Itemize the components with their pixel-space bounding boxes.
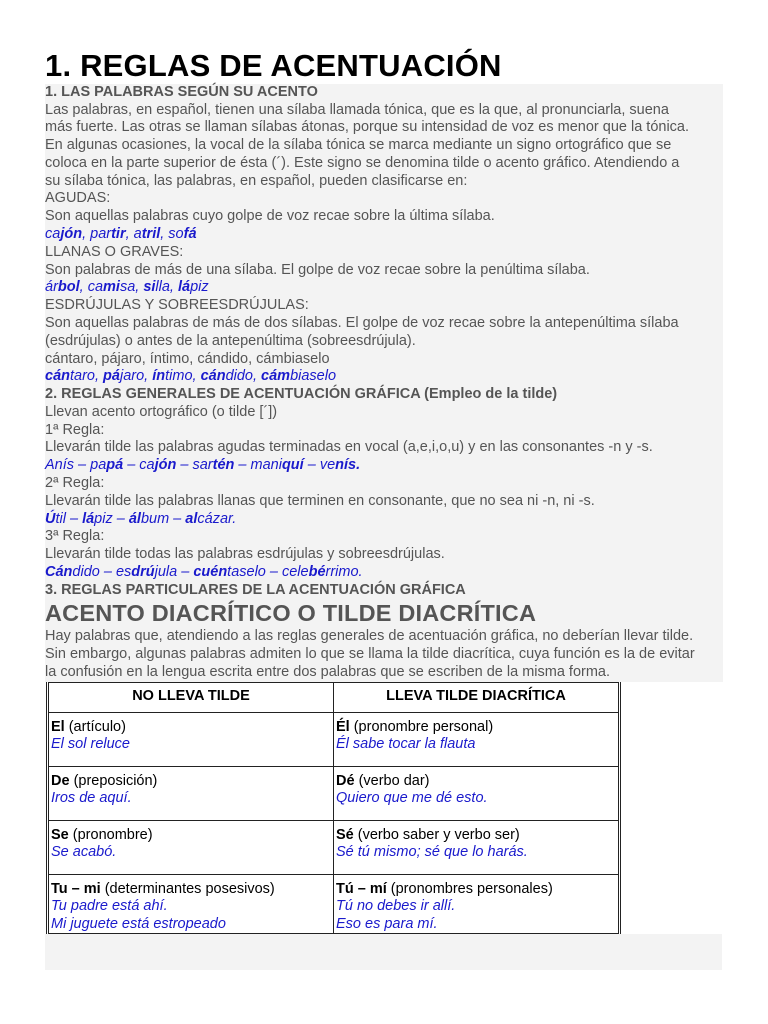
section-2-heading-sub: (Empleo de la tilde) <box>420 386 558 403</box>
section-1-heading: 1. LAS PALABRAS SEGÚN SU ACENTO <box>45 84 318 100</box>
example-fragment: – ca <box>123 457 155 474</box>
cell-no-tilde <box>48 712 334 766</box>
document-body <box>45 48 723 970</box>
example-sentence: Tu padre está ahí. <box>51 898 168 915</box>
example-fragment: biaselo <box>290 368 337 385</box>
cell-with-tilde <box>334 766 620 820</box>
esdrujulas-examples <box>45 368 723 386</box>
example-tonic-syllable: tén <box>212 457 235 474</box>
headword: Se <box>51 826 69 843</box>
section-1-intro <box>45 102 723 191</box>
section-2-intro: Llevan acento ortográfico (o tilde [´]) <box>45 403 278 420</box>
rule-2-examples <box>45 511 723 529</box>
table-row <box>48 712 620 766</box>
rule-3-label: 3ª Regla: <box>45 528 105 545</box>
example-tonic-syllable: quí <box>281 457 304 474</box>
example-tonic-syllable: lá <box>178 279 191 296</box>
headword: El <box>51 718 65 735</box>
rule-2-text: Llevarán tilde las palabras llanas que terminen en consonante, que no sea ni -n, ni -s. <box>45 492 595 509</box>
example-tonic-syllable: pá <box>103 368 120 385</box>
headword: Tú – mí <box>336 880 387 897</box>
headword-description: (preposición) <box>69 772 158 789</box>
headword-description: (pronombres personales) <box>386 880 553 897</box>
cell-with-tilde <box>334 874 620 934</box>
example-sentence: Se acabó. <box>51 844 117 861</box>
cell-headword-line <box>336 827 616 845</box>
example-tonic-syllable: Ú <box>45 510 56 527</box>
intro-line: En algunas ocasiones, la vocal de la sílaba tónica se marca mediante un signo ortográfico que se <box>45 137 672 154</box>
example-fragment: , ca <box>79 279 104 296</box>
example-tonic-syllable: tir <box>111 226 126 243</box>
example-sentence: Iros de aquí. <box>51 790 132 807</box>
esdrujulas-definition-line: (esdrújulas) o antes de la antepenúltima (sobreesdrújula). <box>45 332 416 349</box>
headword-description: (pronombre) <box>68 826 153 843</box>
rule-3-examples <box>45 564 723 582</box>
example-tonic-syllable: jón <box>60 226 83 243</box>
esdrujulas-definition <box>45 315 723 351</box>
agudas-label: AGUDAS: <box>45 190 111 207</box>
cell-headword-line <box>51 827 331 845</box>
cell-headword-line <box>51 719 331 737</box>
example-tonic-syllable: nís. <box>335 457 361 474</box>
headword: Tu – mi <box>51 880 101 897</box>
example-tonic-syllable: cuén <box>193 563 228 580</box>
agudas-definition: Son aquellas palabras cuyo golpe de voz recae sobre la última sílaba. <box>45 208 495 225</box>
cell-with-tilde <box>334 820 620 874</box>
example-tonic-syllable: ál <box>128 510 141 527</box>
cell-headword-line <box>336 881 616 899</box>
example-fragment: – ve <box>303 457 336 474</box>
example-fragment: – mani <box>234 457 282 474</box>
esdrujulas-definition-line: Son aquellas palabras de más de dos sílabas. El golpe de voz recae sobre la antepenúltima sílaba <box>45 315 679 332</box>
esdrujulas-plain-examples: cántaro, pájaro, íntimo, cándido, cámbiaselo <box>45 350 330 367</box>
example-sentence: Sé tú mismo; sé que lo harás. <box>336 844 528 861</box>
headword: Sé <box>336 826 354 843</box>
table-header-row <box>48 682 620 712</box>
example-tonic-syllable: fá <box>183 226 197 243</box>
example-fragment: , so <box>160 226 184 243</box>
cell-with-tilde <box>334 712 620 766</box>
example-fragment: jula – <box>154 563 194 580</box>
example-fragment: – sar <box>176 457 213 474</box>
example-fragment: , a <box>125 226 142 243</box>
cell-no-tilde <box>48 874 334 934</box>
section-3-intro-line: la confusión en la lengua escrita entre dos palabras que se escriben de la misma forma. <box>45 663 611 680</box>
example-tonic-syllable: drú <box>131 563 155 580</box>
example-tonic-syllable: jón <box>154 457 177 474</box>
example-tonic-syllable: tril <box>141 226 161 243</box>
headword-description: (determinantes posesivos) <box>100 880 275 897</box>
example-tonic-syllable: si <box>143 279 156 296</box>
example-fragment: ca <box>45 226 61 243</box>
rule-1-label: 1ª Regla: <box>45 421 105 438</box>
example-fragment: dido – es <box>72 563 132 580</box>
headword-description: (artículo) <box>64 718 126 735</box>
headword: Dé <box>336 772 355 789</box>
example-tonic-syllable: lá <box>82 510 95 527</box>
example-tonic-syllable: bé <box>308 563 326 580</box>
llanas-definition: Son palabras de más de una sílaba. El golpe de voz recae sobre la penúltima sílaba. <box>45 261 590 278</box>
page-title: 1. REGLAS DE ACENTUACIÓN <box>45 48 502 83</box>
example-tonic-syllable: cán <box>200 368 226 385</box>
example-sentence: Mi juguete está estropeado <box>51 915 226 932</box>
example-sentence: Tú no debes ir allí. <box>336 898 456 915</box>
example-fragment: piz – <box>94 510 129 527</box>
example-fragment: dido, <box>225 368 262 385</box>
example-tonic-syllable: cám <box>261 368 291 385</box>
section-3-subtitle: ACENTO DIACRÍTICO O TILDE DIACRÍTICA <box>45 600 537 627</box>
example-fragment: sa, <box>119 279 144 296</box>
column-header-with-tilde: LLEVA TILDE DIACRÍTICA <box>334 682 620 712</box>
cell-headword-line <box>51 773 331 791</box>
cell-headword-line <box>336 773 616 791</box>
example-tonic-syllable: cán <box>45 368 70 385</box>
headword: De <box>51 772 70 789</box>
headword-description: (verbo saber y verbo ser) <box>353 826 520 843</box>
rule-2-label: 2ª Regla: <box>45 474 105 491</box>
cell-headword-line <box>51 881 331 899</box>
diacritic-table <box>46 682 621 935</box>
headword: Él <box>336 718 350 735</box>
example-fragment: piz <box>190 279 209 296</box>
example-fragment: til – <box>55 510 83 527</box>
intro-line: Las palabras, en español, tienen una sílaba llamada tónica, que es la que, al pronunciarla, suena <box>45 101 669 118</box>
llanas-examples <box>45 279 723 297</box>
example-tonic-syllable: pá <box>106 457 124 474</box>
example-fragment: bum – <box>140 510 186 527</box>
column-header-no-tilde: NO LLEVA TILDE <box>48 682 334 712</box>
table-row <box>48 766 620 820</box>
example-fragment: – pa <box>74 457 107 474</box>
example-sentence: El sol reluce <box>51 736 130 753</box>
shaded-text-block <box>45 84 723 682</box>
example-tonic-syllable: mi <box>103 279 120 296</box>
table-row <box>48 820 620 874</box>
example-tonic-syllable: al <box>185 510 198 527</box>
example-fragment: ár <box>45 279 58 296</box>
headword-description: (verbo dar) <box>354 772 430 789</box>
example-tonic-syllable: Cán <box>45 563 73 580</box>
intro-line: coloca en la parte superior de ésta (´). Este signo se denomina tilde o acento gráfico. Atendiendo a <box>45 154 680 171</box>
headword-description: (pronombre personal) <box>349 718 494 735</box>
esdrujulas-label: ESDRÚJULAS Y SOBREESDRÚJULAS: <box>45 297 309 314</box>
example-fragment: timo, <box>165 368 201 385</box>
llanas-label: LLANAS O GRAVES: <box>45 243 184 260</box>
section-3-heading: 3. REGLAS PARTICULARES DE LA ACENTUACIÓN GRÁFICA <box>45 581 466 598</box>
example-sentence: Quiero que me dé esto. <box>336 790 488 807</box>
example-tonic-syllable: ín <box>152 368 166 385</box>
table-body <box>48 712 620 934</box>
table-row <box>48 874 620 934</box>
rule-1-text: Llevarán tilde las palabras agudas terminadas en vocal (a,e,i,o,u) y en las consonantes -n y -s. <box>45 439 653 456</box>
example-tonic-syllable: bol <box>57 279 80 296</box>
intro-line: su sílaba tónica, las palabras, en español, pueden clasificarse en: <box>45 172 468 189</box>
section-3-intro-line: Sin embargo, algunas palabras admiten lo que se llama la tilde diacrítica, cuya función es la de evitar <box>45 646 695 663</box>
example-fragment: taro, <box>70 368 104 385</box>
cell-headword-line <box>336 719 616 737</box>
section-3-intro-line: Hay palabras que, atendiendo a las reglas generales de acentuación gráfica, no deberían llevar tilde. <box>45 628 694 645</box>
section-2-heading <box>45 386 723 404</box>
bottom-shaded-area <box>45 934 722 970</box>
example-fragment: Anís <box>45 457 75 474</box>
agudas-examples <box>45 226 723 244</box>
intro-line: más fuerte. Las otras se llaman sílabas átonas, porque su intensidad de voz es menor que la tónica. <box>45 119 690 136</box>
example-fragment: cázar. <box>197 510 237 527</box>
cell-no-tilde <box>48 820 334 874</box>
example-fragment: , par <box>82 226 112 243</box>
example-fragment: lla, <box>155 279 178 296</box>
example-fragment: jaro, <box>119 368 153 385</box>
example-sentence: Él sabe tocar la flauta <box>336 736 476 753</box>
rule-3-text: Llevarán tilde todas las palabras esdrújulas y sobreesdrújulas. <box>45 546 445 563</box>
example-fragment: taselo – cele <box>227 563 309 580</box>
example-sentence: Eso es para mí. <box>336 915 438 932</box>
example-fragment: rrimo. <box>325 563 363 580</box>
cell-no-tilde <box>48 766 334 820</box>
section-2-heading-main: 2. REGLAS GENERALES DE ACENTUACIÓN GRÁFICA <box>45 386 421 403</box>
section-3-intro <box>45 628 723 681</box>
rule-1-examples <box>45 457 723 475</box>
